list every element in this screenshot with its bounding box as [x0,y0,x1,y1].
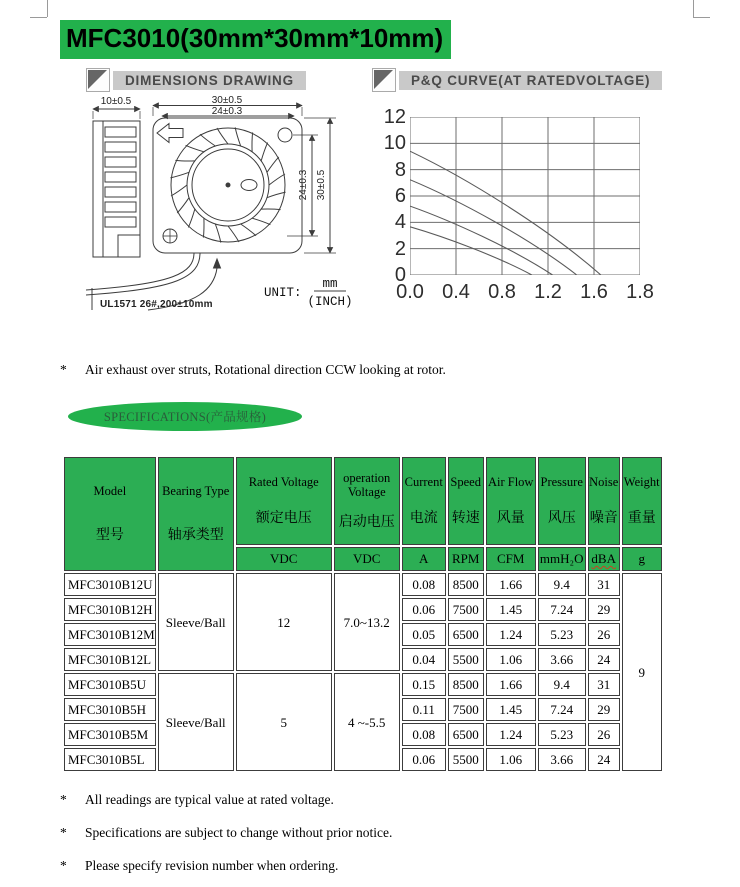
page-title: MFC3010(30mm*30mm*10mm) [60,20,451,59]
rotation-direction-arrow-icon [157,124,183,143]
current-cell: 0.08 [402,723,446,746]
dim-width-outer: 30±0.5 [211,95,243,106]
speed-cell: 8500 [448,673,484,696]
unit-vdc: VDC [236,547,332,571]
x-tick-label: 1.2 [534,281,562,303]
airflow-cell: 1.24 [486,623,536,646]
model-cell: MFC3010B12M [64,623,156,646]
triangle-corner-icon [86,68,110,92]
col-header-current: Current 电流 [402,457,446,545]
model-cell: MFC3010B5H [64,698,156,721]
airflow-cell: 1.24 [486,723,536,746]
note-text: Air exhaust over struts, Rotational direction CCW looking at rotor. [85,362,446,377]
noise-cell: 24 [588,648,620,671]
model-cell: MFC3010B5M [64,723,156,746]
bearing-cell: Sleeve/Ball [158,573,234,671]
x-tick-label: 0.4 [442,281,470,303]
table-row [64,573,662,596]
note-air-exhaust [60,362,446,378]
model-cell: MFC3010B12H [64,598,156,621]
specifications-badge: SPECIFICATIONS(产品规格) [68,402,302,431]
noise-cell: 26 [588,723,620,746]
x-tick-label: 1.6 [580,281,608,303]
mounting-hole [278,128,292,142]
footnote-text: Please specify revision number when ordering. [85,858,339,873]
footnote [60,825,392,841]
footnote [60,858,338,874]
noise-cell: 31 [588,573,620,596]
operation-voltage-cell: 4 ~-5.5 [334,673,400,771]
current-cell: 0.11 [402,698,446,721]
model-cell: MFC3010B5L [64,748,156,771]
pressure-cell: 7.24 [538,698,586,721]
speed-cell: 6500 [448,723,484,746]
unit-vdc: VDC [334,547,400,571]
specifications-table [62,455,664,773]
col-header-pressure: Pressure 风压 [538,457,586,545]
unit-rpm: RPM [448,547,484,571]
footnote [60,792,334,808]
unit-a: A [402,547,446,571]
model-cell: MFC3010B12U [64,573,156,596]
weight-cell: 9 [622,573,662,771]
y-tick-label: 0 [394,264,406,286]
pressure-cell: 9.4 [538,573,586,596]
operation-voltage-cell: 7.0~13.2 [334,573,400,671]
speed-cell: 6500 [448,623,484,646]
current-cell: 0.05 [402,623,446,646]
pressure-cell: 3.66 [538,648,586,671]
pressure-cell: 3.66 [538,748,586,771]
dimensions-section-header [86,68,366,92]
dim-height-inner: 24±0.3 [298,169,309,201]
rated-voltage-cell: 5 [236,673,332,771]
airflow-cell: 1.45 [486,698,536,721]
col-header-bearing: Bearing Type 轴承类型 [158,457,234,571]
dim-height-outer: 30±0.5 [316,169,327,201]
dim-width-inner: 24±0.3 [211,106,243,117]
noise-cell: 29 [588,698,620,721]
lead-wire [86,253,194,290]
speed-cell: 5500 [448,748,484,771]
current-cell: 0.08 [402,573,446,596]
y-tick-label: 4 [394,211,406,234]
y-tick-label: 6 [394,185,406,207]
triangle-corner-icon [372,68,396,92]
current-cell: 0.04 [402,648,446,671]
unit-cfm: CFM [486,547,536,571]
airflow-arrow-icon [214,259,221,268]
dimensions-header-label: DIMENSIONS DRAWING [113,71,306,90]
current-cell: 0.06 [402,748,446,771]
footnote-text: Specifications are subject to change without prior notice. [85,825,393,840]
model-cell: MFC3010B5U [64,673,156,696]
unit-g: g [622,547,662,571]
unit-mmh2o: mmH₂O [538,547,586,571]
x-tick-label: 0.8 [488,281,516,303]
airflow-cell: 1.06 [486,648,536,671]
crop-mark-top-left-h [30,17,47,18]
pressure-cell: 5.23 [538,623,586,646]
pq-curve [410,227,532,275]
col-header-speed: Speed 转速 [448,457,484,545]
dim-side-width: 10±0.5 [100,96,132,107]
airflow-cell: 1.66 [486,673,536,696]
fan-line-art [86,106,346,311]
pressure-cell: 9.4 [538,673,586,696]
asterisk: * [60,362,67,377]
unit-denominator: (INCH) [307,295,353,309]
unit-dba: dBA [588,547,620,571]
col-header-noise: Noise 噪音 [588,457,620,545]
x-tick-label: 1.8 [626,281,654,303]
speed-cell: 8500 [448,573,484,596]
pq-curve-chart [378,104,678,309]
asterisk: * [60,792,67,807]
pq-curve [410,206,553,275]
model-cell: MFC3010B12L [64,648,156,671]
speed-cell: 5500 [448,648,484,671]
noise-cell: 29 [588,598,620,621]
footnote-text: All readings are typical value at rated voltage. [85,792,334,807]
header-row-main [64,457,662,545]
speed-cell: 7500 [448,598,484,621]
unit-numerator: mm [322,277,338,291]
pq-section-header [372,68,652,92]
col-header-operation-voltage: operation Voltage 启动电压 [334,457,400,545]
airflow-cell: 1.06 [486,748,536,771]
fan-dimensions-svg [78,95,358,320]
dimensions-drawing [78,95,358,325]
y-tick-label: 12 [383,106,406,128]
crop-mark-top-left-v [47,0,48,17]
table-row [64,673,662,696]
rated-voltage-cell: 12 [236,573,332,671]
crop-mark-top-right-h [693,17,710,18]
y-tick-label: 10 [383,132,406,155]
pressure-cell: 5.23 [538,723,586,746]
col-header-airflow: Air Flow 风量 [486,457,536,545]
bearing-cell: Sleeve/Ball [158,673,234,771]
current-cell: 0.15 [402,673,446,696]
current-cell: 0.06 [402,598,446,621]
unit-label: UNIT: [264,286,302,300]
col-header-weight: Weight 重量 [622,457,662,545]
pq-plot-area [410,117,640,275]
col-header-model: Model 型号 [64,457,156,571]
noise-cell: 24 [588,748,620,771]
airflow-cell: 1.66 [486,573,536,596]
asterisk: * [60,825,67,840]
pq-header-label: P&Q CURVE(AT RATEDVOLTAGE) [399,71,662,90]
asterisk: * [60,858,67,873]
noise-cell: 26 [588,623,620,646]
pressure-cell: 7.24 [538,598,586,621]
airflow-cell: 1.45 [486,598,536,621]
y-tick-label: 8 [394,158,406,181]
y-tick-label: 2 [394,237,406,260]
col-header-rated-voltage: Rated Voltage 额定电压 [236,457,332,545]
speed-cell: 7500 [448,698,484,721]
pq-curve [410,180,577,275]
crop-mark-top-right-v [693,0,694,17]
x-tick-label: 0.0 [396,281,424,303]
noise-cell: 31 [588,673,620,696]
wire-spec-label: UL1571 26#,200±10mm [100,299,213,310]
